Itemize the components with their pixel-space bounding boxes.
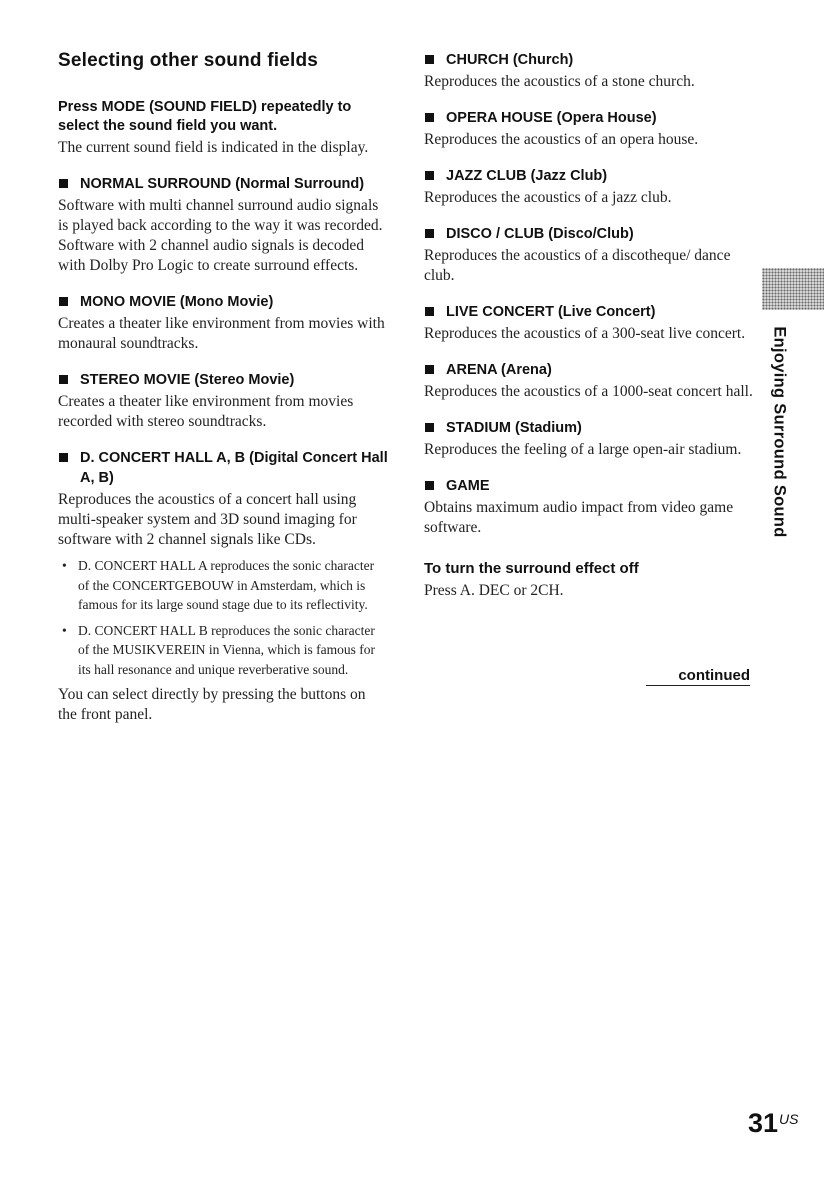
item-heading: OPERA HOUSE (Opera House) (446, 110, 657, 126)
square-bullet-icon (425, 171, 434, 180)
item-description: Software with multi channel surround audio signals is played back according to the way it was recorded. Software with 2 channel audio signals is decoded with Dolby Pro Logic to create surround effects. (58, 197, 383, 274)
surround-off-heading: To turn the surround effect off (424, 560, 639, 577)
square-bullet-icon (59, 179, 68, 188)
section-tab-label: Enjoying Surround Sound (770, 326, 789, 538)
square-bullet-icon (425, 423, 434, 432)
page-region-suffix: US (779, 1111, 799, 1127)
item-description: Reproduces the acoustics of a concert hall using multi-speaker system and 3D sound imaging for software with 2 channel signals like CDs. (58, 491, 357, 548)
square-bullet-icon (59, 375, 68, 384)
item-description: Creates a theater like environment from movies recorded with stereo soundtracks. (58, 393, 354, 430)
closing-text: You can select directly by pressing the buttons on the front panel. (58, 686, 366, 723)
sound-field-stadium (424, 418, 754, 460)
square-bullet-icon (59, 297, 68, 306)
sound-field-concert-hall (58, 448, 388, 550)
item-heading: LIVE CONCERT (Live Concert) (446, 304, 656, 320)
item-description: Reproduces the acoustics of a stone church. (424, 73, 695, 90)
square-bullet-icon (425, 307, 434, 316)
left-column (58, 50, 388, 725)
item-description: Creates a theater like environment from movies with monaural soundtracks. (58, 315, 385, 352)
square-bullet-icon (425, 481, 434, 490)
sound-field-normal-surround (58, 174, 388, 276)
item-heading: STADIUM (Stadium) (446, 420, 582, 436)
section-tab-marker (762, 268, 824, 310)
item-heading: STEREO MOVIE (Stereo Movie) (80, 372, 295, 388)
item-description: Reproduces the feeling of a large open-air stadium. (424, 441, 742, 458)
item-description: Reproduces the acoustics of an opera house. (424, 131, 699, 148)
sound-field-live-concert (424, 302, 754, 344)
page-number: $31^{US}$ (748, 1108, 799, 1138)
item-heading: MONO MOVIE (Mono Movie) (80, 294, 274, 310)
sound-field-mono-movie (58, 292, 388, 354)
bullet-dot-icon: • (62, 558, 67, 573)
item-heading: NORMAL SURROUND (Normal Surround) (80, 176, 365, 192)
sound-field-church (424, 50, 754, 92)
sound-field-opera-house (424, 108, 754, 150)
right-column (424, 50, 754, 601)
item-heading: DISCO / CLUB (Disco/Club) (446, 226, 634, 242)
notes-list (58, 556, 388, 679)
item-description: Reproduces the acoustics of a jazz club. (424, 189, 672, 206)
item-heading: ARENA (Arena) (446, 362, 552, 378)
square-bullet-icon (425, 113, 434, 122)
square-bullet-icon (59, 453, 68, 462)
bullet-dot-icon: • (62, 622, 67, 638)
item-description: Reproduces the acoustics of a discotheque/ dance club. (424, 247, 731, 284)
item-description: Reproduces the acoustics of a 300-seat live concert. (424, 325, 746, 342)
square-bullet-icon (425, 229, 434, 238)
item-heading: JAZZ CLUB (Jazz Club) (446, 168, 608, 184)
intro-text: The current sound field is indicated in the display. (58, 139, 369, 156)
section-title: Selecting other sound fields (58, 50, 319, 71)
square-bullet-icon (425, 55, 434, 64)
sound-field-jazz-club (424, 166, 754, 208)
note-item: • D. CONCERT HALL A reproduces the sonic character of the CONCERTGEBOUW in Amsterdam, which is famous for its large sound stage due to its reflectivity. (62, 558, 375, 612)
item-heading: CHURCH (Church) (446, 52, 574, 68)
sound-field-game (424, 476, 754, 538)
sound-field-arena (424, 360, 754, 402)
surround-off-text: Press A. DEC or 2CH. (424, 582, 564, 599)
continued-label: continued (646, 667, 750, 686)
sound-field-disco-club (424, 224, 754, 286)
item-description: Reproduces the acoustics of a 1000-seat concert hall. (424, 383, 753, 400)
item-description: Obtains maximum audio impact from video game software. (424, 499, 734, 536)
sound-field-stereo-movie (58, 370, 388, 432)
item-heading: GAME (446, 478, 490, 494)
item-heading: D. CONCERT HALL A, B (Digital Concert Hall A, B) (80, 450, 388, 486)
instruction-text: Press MODE (SOUND FIELD) repeatedly to select the sound field you want. (58, 99, 352, 134)
note-item: • D. CONCERT HALL B reproduces the sonic character of the MUSIKVEREIN in Vienna, which is famous for its hall resonance and unique reverberative sound. (62, 622, 376, 677)
square-bullet-icon (425, 365, 434, 374)
